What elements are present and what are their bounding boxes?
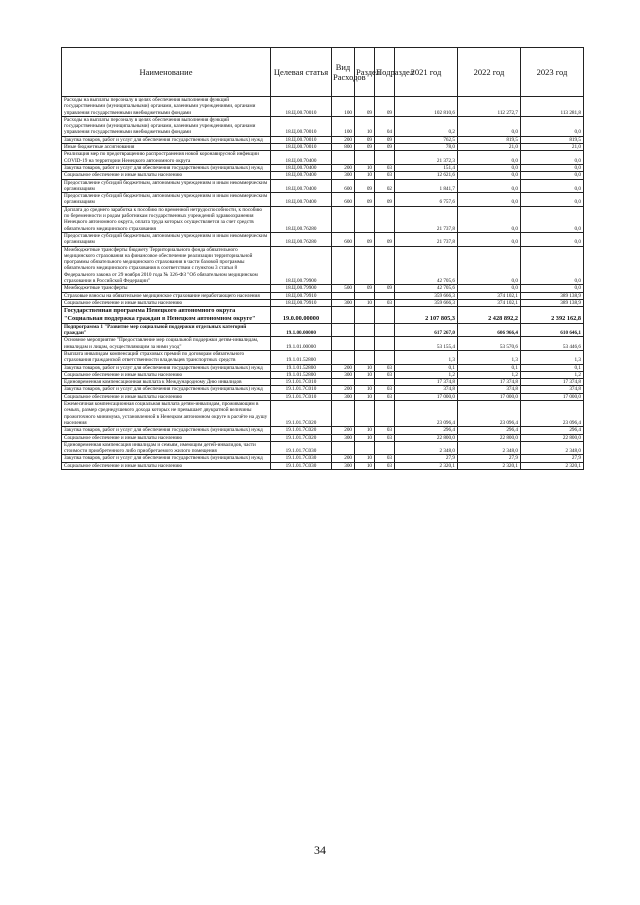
row-name: Государственная программа Ненецкого автономного округа "Социальная поддержка граждан в Ненецком автономном округе"	[62, 307, 271, 324]
row-value-2023: 0,0	[521, 193, 584, 207]
row-expense-type: 300	[332, 462, 355, 469]
table-row	[62, 323, 584, 337]
row-value-2021: 17 374,8	[395, 379, 458, 386]
row-section	[355, 401, 375, 427]
row-value-2022: 606 966,4	[458, 323, 521, 337]
row-subsection	[375, 401, 395, 427]
budget-sheet	[61, 47, 583, 470]
table-row	[62, 401, 584, 427]
row-expense-type	[332, 379, 355, 386]
row-value-2023: 1,2	[521, 371, 584, 378]
row-value-2023: 389 138,9	[521, 299, 584, 306]
row-name: Выплата инвалидам компенсаций страховых премий по договорам обязательного страхования гражданской ответственности владельцев транспортных средств	[62, 350, 271, 364]
row-name: Подпрограмма 1 "Развитие мер социальной поддержки отдельных категорий граждан"	[62, 323, 271, 337]
row-value-2023: 17 000,0	[521, 393, 584, 400]
row-value-2021: 42 705,6	[395, 246, 458, 285]
row-expense-type	[332, 350, 355, 364]
budget-table	[61, 47, 584, 470]
row-section	[355, 350, 375, 364]
row-section: 09	[355, 136, 375, 143]
row-name: Ежемесячная компенсационная социальная выплата детям-инвалидам, проживающим в семьях, размер среднедушевого дохода которых не превышает двукратной величины прожиточного минимума, установленной в Ненецком автономном округе в расчёте на душу населения	[62, 401, 271, 427]
row-name: Единовременная компенсационная выплата к Международному Дню инвалидов	[62, 379, 271, 386]
table-header-row	[62, 48, 584, 97]
row-expense-type: 200	[332, 455, 355, 462]
row-subsection	[375, 292, 395, 299]
row-value-2021: 359 666,3	[395, 299, 458, 306]
row-value-2023: 296,4	[521, 427, 584, 434]
row-section: 09	[355, 285, 375, 292]
row-name: Межбюджетные трансферты бюджету Территориального фонда обязательного медицинского страхования на финансовое обеспечение реализации территориальной программы обязательного медицинского страхования в части базовой программы обязательного медицинского страхования в соответствии с пунктом 3 статьи 8 Федерального закона от 29 ноября 2010 года № 326-ФЗ "Об обязательном медицинском страховании в Российской Федерации"	[62, 246, 271, 285]
table-row	[62, 393, 584, 400]
row-value-2022: 374 102,1	[458, 292, 521, 299]
row-target-article: 18.Ц.00.70400	[271, 179, 332, 193]
row-expense-type: 300	[332, 299, 355, 306]
row-subsection: 03	[375, 172, 395, 179]
table-row	[62, 285, 584, 292]
row-value-2022: 0,0	[458, 116, 521, 136]
row-subsection: 03	[375, 393, 395, 400]
row-subsection: 02	[375, 179, 395, 193]
row-value-2022: 112 272,7	[458, 97, 521, 117]
row-value-2022: 17 000,0	[458, 393, 521, 400]
row-section: 10	[355, 364, 375, 371]
row-value-2021: 2 348,0	[395, 441, 458, 455]
row-section: 09	[355, 144, 375, 151]
row-value-2022: 0,0	[458, 206, 521, 232]
row-target-article: 19.1.01.52800	[271, 350, 332, 364]
row-target-article: 19.1.01.00000	[271, 337, 332, 351]
row-value-2022: 374,8	[458, 386, 521, 393]
row-target-article: 18.Ц.00.79900	[271, 285, 332, 292]
row-value-2021: 21 737,8	[395, 206, 458, 232]
row-section	[355, 337, 375, 351]
row-subsection: 03	[375, 462, 395, 469]
row-expense-type: 200	[332, 386, 355, 393]
row-target-article: 18.Ц.00.76280	[271, 232, 332, 246]
row-expense-type	[332, 323, 355, 337]
row-target-article: 19.1.01.52800	[271, 371, 332, 378]
header-subsection: Подраздел	[375, 48, 395, 97]
table-row	[62, 172, 584, 179]
row-value-2021: 1,3	[395, 350, 458, 364]
row-value-2021: 617 267,0	[395, 323, 458, 337]
row-value-2021: 1 841,7	[395, 179, 458, 193]
row-section: 09	[355, 193, 375, 207]
table-row	[62, 246, 584, 285]
row-name: Межбюджетные трансферты	[62, 285, 271, 292]
row-value-2022: 17 374,8	[458, 379, 521, 386]
row-expense-type	[332, 151, 355, 165]
row-name: Социальное обеспечение и иные выплаты населению	[62, 393, 271, 400]
table-row	[62, 371, 584, 378]
row-expense-type	[332, 307, 355, 324]
header-target-article: Целевая статья	[271, 48, 332, 97]
row-value-2021: 151,4	[395, 164, 458, 171]
row-name: Закупка товаров, работ и услуг для обеспечения государственных (муниципальных) нужд	[62, 164, 271, 171]
table-row	[62, 206, 584, 232]
row-value-2021: 17 000,0	[395, 393, 458, 400]
row-value-2021: 2 320,1	[395, 462, 458, 469]
row-expense-type	[332, 206, 355, 232]
row-subsection: 09	[375, 97, 395, 117]
row-target-article: 18.Ц.00.70010	[271, 116, 332, 136]
row-value-2021: 0,1	[395, 364, 458, 371]
row-target-article: 18.Ц.00.70400	[271, 193, 332, 207]
row-value-2022: 0,0	[458, 246, 521, 285]
row-subsection	[375, 323, 395, 337]
table-row	[62, 136, 584, 143]
row-name: Закупка товаров, работ и услуг для обеспечения государственных (муниципальных) нужд	[62, 136, 271, 143]
row-expense-type: 300	[332, 371, 355, 378]
row-name: Социальное обеспечение и иные выплаты населению	[62, 371, 271, 378]
row-subsection	[375, 350, 395, 364]
row-value-2021: 23 096,4	[395, 401, 458, 427]
row-section	[355, 292, 375, 299]
table-row	[62, 386, 584, 393]
row-name: Иные бюджетные ассигнования	[62, 144, 271, 151]
header-year-2023: 2023 год	[521, 48, 584, 97]
row-value-2021: 21 737,8	[395, 232, 458, 246]
row-expense-type: 600	[332, 179, 355, 193]
row-value-2021: 27,9	[395, 455, 458, 462]
row-expense-type: 300	[332, 172, 355, 179]
row-name: Доплата до среднего заработка к пособию по временной нетрудоспособности, к пособию по беременности и родам работникам государственных учреждений здравоохранения Ненецкого автономного округа, оплата труда которых осуществляется за счет средств обязательного медицинского страхования	[62, 206, 271, 232]
row-subsection: 03	[375, 299, 395, 306]
row-expense-type	[332, 246, 355, 285]
row-value-2022: 0,1	[458, 364, 521, 371]
row-value-2023: 2 320,1	[521, 462, 584, 469]
row-expense-type	[332, 441, 355, 455]
row-section: 10	[355, 371, 375, 378]
row-name: Закупка товаров, работ и услуг для обеспечения государственных (муниципальных) нужд	[62, 455, 271, 462]
row-expense-type: 200	[332, 136, 355, 143]
row-value-2022: 22 800,0	[458, 434, 521, 441]
row-value-2023: 17 374,8	[521, 379, 584, 386]
row-value-2021: 374,8	[395, 386, 458, 393]
row-target-article: 19.1.00.00000	[271, 323, 332, 337]
table-row	[62, 144, 584, 151]
row-value-2023: 113 281,8	[521, 97, 584, 117]
row-expense-type: 200	[332, 164, 355, 171]
row-expense-type: 600	[332, 232, 355, 246]
row-value-2023: 0,0	[521, 172, 584, 179]
row-subsection: 03	[375, 427, 395, 434]
row-value-2021: 42 705,6	[395, 285, 458, 292]
table-row	[62, 292, 584, 299]
table-row	[62, 179, 584, 193]
row-value-2023: 610 646,1	[521, 323, 584, 337]
row-value-2023: 0,0	[521, 232, 584, 246]
row-value-2023: 0,0	[521, 285, 584, 292]
row-value-2021: 6 757,6	[395, 193, 458, 207]
row-value-2022: 23 096,4	[458, 401, 521, 427]
row-subsection: 03	[375, 434, 395, 441]
row-value-2021: 102 810,6	[395, 97, 458, 117]
row-section	[355, 379, 375, 386]
row-name: Предоставление субсидий бюджетным, автономным учреждениям и иным некоммерческим организациям	[62, 232, 271, 246]
row-section: 10	[355, 164, 375, 171]
row-value-2021: 0,2	[395, 116, 458, 136]
row-name: Социальное обеспечение и иные выплаты населению	[62, 172, 271, 179]
row-subsection: 03	[375, 386, 395, 393]
row-name: Единовременная компенсация инвалидам и семьям, имеющим детей-инвалидов, части стоимости приобретенного либо приобретаемого жилого помещения	[62, 441, 271, 455]
row-name: Расходы на выплаты персоналу в целях обеспечения выполнения функций государственными (муниципальными) органами, казенными учреждениями, органами управления государственными внебюджетными фондами	[62, 97, 271, 117]
row-target-article: 19.1.01.7С010	[271, 386, 332, 393]
row-name: Закупка товаров, работ и услуг для обеспечения государственных (муниципальных) нужд	[62, 427, 271, 434]
row-section: 10	[355, 393, 375, 400]
row-name: Закупка товаров, работ и услуг для обеспечения государственных (муниципальных) нужд	[62, 386, 271, 393]
row-subsection: 09	[375, 232, 395, 246]
row-expense-type: 600	[332, 193, 355, 207]
row-target-article: 19.1.01.7С030	[271, 441, 332, 455]
row-expense-type: 800	[332, 144, 355, 151]
row-subsection	[375, 151, 395, 165]
row-value-2022: 1,3	[458, 350, 521, 364]
row-value-2022: 0,0	[458, 285, 521, 292]
table-row	[62, 441, 584, 455]
row-section	[355, 323, 375, 337]
row-value-2023: 53 446,6	[521, 337, 584, 351]
table-row	[62, 462, 584, 469]
row-name: Основное мероприятие "Предоставление мер социальной поддержки детям-инвалидам, инвалидам и лицам, осуществляющим за ними уход"	[62, 337, 271, 351]
row-expense-type	[332, 292, 355, 299]
row-value-2022: 0,0	[458, 164, 521, 171]
row-section: 09	[355, 97, 375, 117]
row-expense-type: 300	[332, 434, 355, 441]
row-value-2021: 296,4	[395, 427, 458, 434]
row-value-2023: 0,0	[521, 151, 584, 165]
row-target-article: 18.Ц.00.76280	[271, 206, 332, 232]
row-target-article: 19.1.01.7С030	[271, 455, 332, 462]
row-target-article: 19.1.01.7С010	[271, 393, 332, 400]
row-value-2022: 53 570,6	[458, 337, 521, 351]
row-subsection: 09	[375, 136, 395, 143]
table-body	[62, 97, 584, 470]
row-target-article: 18.Ц.00.70010	[271, 144, 332, 151]
table-row	[62, 379, 584, 386]
row-subsection	[375, 337, 395, 351]
row-value-2022: 819,5	[458, 136, 521, 143]
row-value-2022: 1,2	[458, 371, 521, 378]
table-row	[62, 337, 584, 351]
table-row	[62, 350, 584, 364]
row-value-2021: 12 621,6	[395, 172, 458, 179]
row-subsection	[375, 307, 395, 324]
table-row	[62, 427, 584, 434]
row-name: Предоставление субсидий бюджетным, автономным учреждениям и иным некоммерческим организациям	[62, 179, 271, 193]
row-value-2023: 374,8	[521, 386, 584, 393]
row-name: Социальное обеспечение и иные выплаты населению	[62, 299, 271, 306]
row-name: Социальное обеспечение и иные выплаты населению	[62, 462, 271, 469]
row-section: 10	[355, 386, 375, 393]
table-row	[62, 434, 584, 441]
row-value-2023: 0,0	[521, 164, 584, 171]
row-target-article: 19.1.01.7С030	[271, 462, 332, 469]
row-value-2023: 0,0	[521, 116, 584, 136]
row-value-2023: 22 800,0	[521, 434, 584, 441]
row-value-2023: 1,3	[521, 350, 584, 364]
row-section: 10	[355, 172, 375, 179]
row-expense-type	[332, 337, 355, 351]
row-subsection	[375, 206, 395, 232]
row-expense-type: 200	[332, 364, 355, 371]
row-section: 10	[355, 455, 375, 462]
row-name: Реализация мер по предотвращению распространения новой коронавирусной инфекции COVID-19 на территории Ненецкого автономного округа	[62, 151, 271, 165]
header-name: Наименование	[62, 48, 271, 97]
row-subsection: 09	[375, 285, 395, 292]
row-value-2022: 0,0	[458, 232, 521, 246]
row-section	[355, 307, 375, 324]
row-name: Закупка товаров, работ и услуг для обеспечения государственных (муниципальных) нужд	[62, 364, 271, 371]
row-value-2021: 53 155,4	[395, 337, 458, 351]
row-subsection	[375, 246, 395, 285]
header-expense-type: Вид Расходов	[332, 48, 355, 97]
row-value-2022: 0,0	[458, 172, 521, 179]
row-value-2022: 27,9	[458, 455, 521, 462]
row-subsection: 03	[375, 371, 395, 378]
row-value-2023: 27,9	[521, 455, 584, 462]
table-row	[62, 307, 584, 324]
row-value-2023: 21,0	[521, 144, 584, 151]
row-value-2021: 22 800,0	[395, 434, 458, 441]
row-value-2023: 2 392 162,8	[521, 307, 584, 324]
row-name: Страховые взносы на обязательное медицинское страхование неработающего населения	[62, 292, 271, 299]
table-row	[62, 193, 584, 207]
row-target-article: 18.Ц.00.70010	[271, 97, 332, 117]
row-subsection: 03	[375, 455, 395, 462]
row-value-2023: 819,5	[521, 136, 584, 143]
row-target-article: 18.Ц.00.79900	[271, 246, 332, 285]
row-section: 10	[355, 434, 375, 441]
row-value-2023: 0,0	[521, 246, 584, 285]
row-target-article: 18.Ц.00.79910	[271, 292, 332, 299]
row-section: 09	[355, 179, 375, 193]
row-subsection: 09	[375, 144, 395, 151]
row-expense-type: 100	[332, 116, 355, 136]
row-value-2023: 23 096,4	[521, 401, 584, 427]
row-target-article: 19.1.01.7С020	[271, 434, 332, 441]
header-year-2021: 2021 год	[395, 48, 458, 97]
row-section	[355, 441, 375, 455]
row-value-2023: 0,0	[521, 206, 584, 232]
row-target-article: 18.Ц.00.79910	[271, 299, 332, 306]
row-name: Предоставление субсидий бюджетным, автономным учреждениям и иным некоммерческим организациям	[62, 193, 271, 207]
row-value-2021: 2 107 805,3	[395, 307, 458, 324]
row-value-2021: 21 372,3	[395, 151, 458, 165]
row-value-2021: 1,2	[395, 371, 458, 378]
row-section: 10	[355, 462, 375, 469]
row-value-2022: 296,4	[458, 427, 521, 434]
header-section: Раздел	[355, 48, 375, 97]
row-expense-type: 500	[332, 285, 355, 292]
table-row	[62, 116, 584, 136]
row-target-article: 19.0.00.00000	[271, 307, 332, 324]
row-target-article: 18.Ц.00.70400	[271, 164, 332, 171]
row-value-2021: 78,0	[395, 144, 458, 151]
page-number: 34	[314, 843, 326, 857]
row-name: Социальное обеспечение и иные выплаты населению	[62, 434, 271, 441]
row-target-article: 19.1.01.52800	[271, 364, 332, 371]
row-section: 10	[355, 427, 375, 434]
row-subsection: 04	[375, 116, 395, 136]
row-expense-type	[332, 401, 355, 427]
row-subsection	[375, 379, 395, 386]
row-value-2021: 359 666,3	[395, 292, 458, 299]
row-value-2022: 0,0	[458, 179, 521, 193]
row-section	[355, 151, 375, 165]
row-value-2022: 0,0	[458, 151, 521, 165]
table-row	[62, 232, 584, 246]
row-value-2022: 2 320,1	[458, 462, 521, 469]
row-section: 10	[355, 299, 375, 306]
row-value-2022: 2 348,0	[458, 441, 521, 455]
row-section	[355, 246, 375, 285]
row-value-2022: 0,0	[458, 193, 521, 207]
row-subsection: 09	[375, 193, 395, 207]
row-value-2022: 2 428 892,2	[458, 307, 521, 324]
row-value-2022: 374 102,1	[458, 299, 521, 306]
row-value-2023: 389 138,9	[521, 292, 584, 299]
row-expense-type: 200	[332, 427, 355, 434]
row-value-2023: 2 348,0	[521, 441, 584, 455]
header-year-2022: 2022 год	[458, 48, 521, 97]
table-row	[62, 164, 584, 171]
row-subsection: 03	[375, 164, 395, 171]
row-value-2021: 762,5	[395, 136, 458, 143]
row-subsection: 03	[375, 364, 395, 371]
row-section: 09	[355, 232, 375, 246]
row-expense-type: 100	[332, 97, 355, 117]
table-row	[62, 151, 584, 165]
row-target-article: 19.1.01.7С020	[271, 401, 332, 427]
row-expense-type: 300	[332, 393, 355, 400]
table-row	[62, 299, 584, 306]
row-section: 10	[355, 116, 375, 136]
row-value-2023: 0,0	[521, 179, 584, 193]
table-row	[62, 364, 584, 371]
row-target-article: 18.Ц.00.70400	[271, 151, 332, 165]
row-target-article: 19.1.01.7С020	[271, 427, 332, 434]
row-value-2023: 0,1	[521, 364, 584, 371]
table-row	[62, 97, 584, 117]
row-target-article: 18.Ц.00.70010	[271, 136, 332, 143]
row-section	[355, 206, 375, 232]
table-row	[62, 455, 584, 462]
row-value-2022: 21,0	[458, 144, 521, 151]
row-subsection	[375, 441, 395, 455]
row-target-article: 18.Ц.00.70400	[271, 172, 332, 179]
row-name: Расходы на выплаты персоналу в целях обеспечения выполнения функций государственными (муниципальными) органами, казенными учреждениями, органами управления государственными внебюджетными фондами	[62, 116, 271, 136]
row-target-article: 19.1.01.7С010	[271, 379, 332, 386]
